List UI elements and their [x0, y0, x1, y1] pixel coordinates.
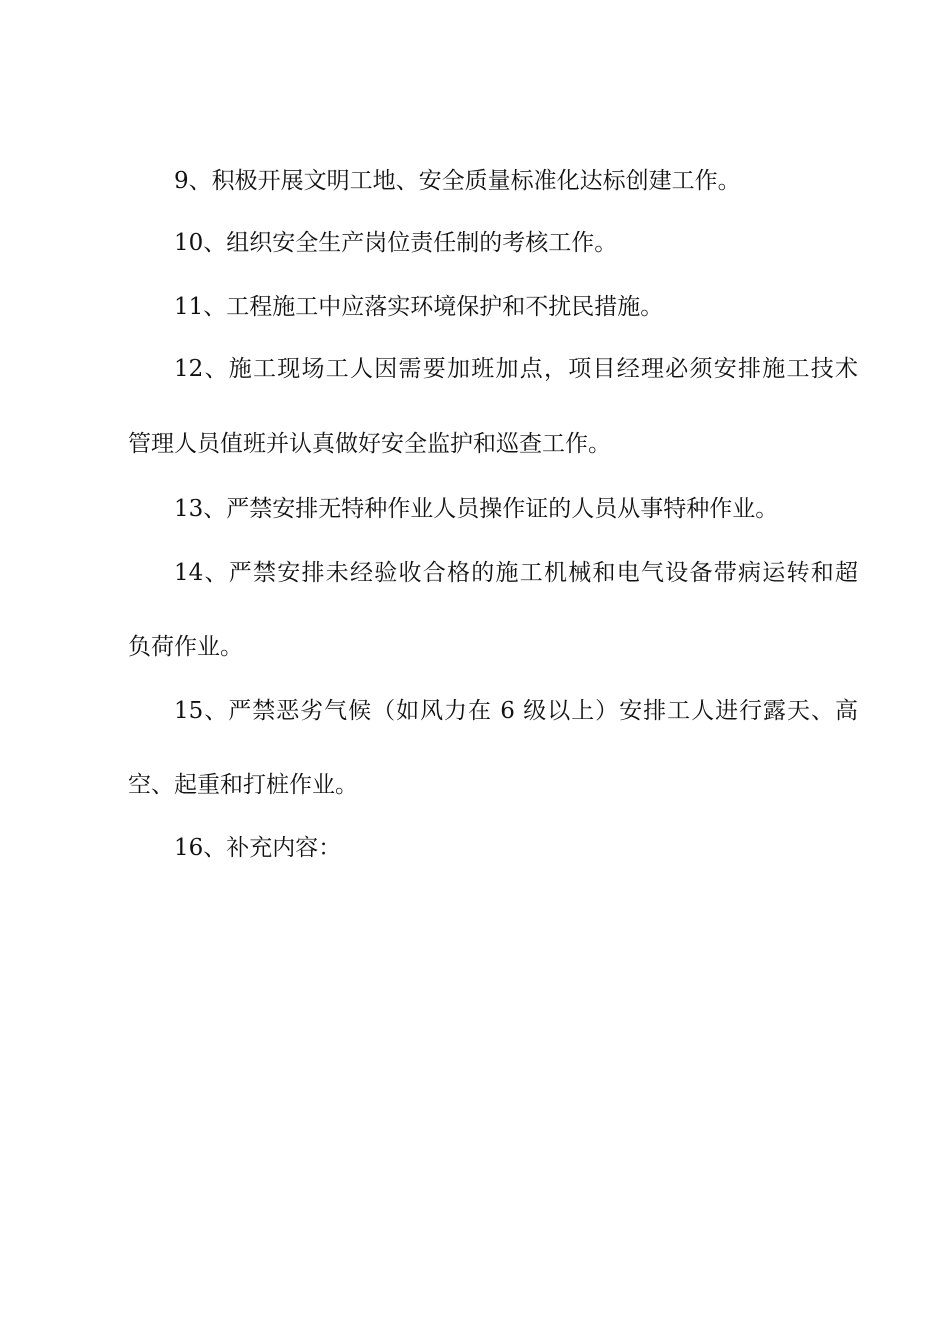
clause-16: 16、补充内容： [174, 835, 342, 861]
clause-14-continuation: 负荷作业。 [128, 634, 243, 660]
clause-9: 9、积极开展文明工地、安全质量标准化达标创建工作。 [174, 168, 741, 194]
clause-15-continuation: 空、起重和打桩作业。 [128, 772, 358, 798]
clause-12-continuation: 管理人员值班并认真做好安全监护和巡查工作。 [128, 431, 611, 457]
clause-14: 14、严禁安排未经验收合格的施工机械和电气设备带病运转和超 [174, 560, 858, 586]
clause-12: 12、施工现场工人因需要加班加点，项目经理必须安排施工技术 [174, 356, 858, 382]
clause-15: 15、严禁恶劣气候（如风力在 6 级以上）安排工人进行露天、高 [174, 698, 858, 724]
clause-11: 11、工程施工中应落实环境保护和不扰民措施。 [174, 294, 664, 320]
clause-13: 13、严禁安排无特种作业人员操作证的人员从事特种作业。 [174, 496, 779, 522]
clause-10: 10、组织安全生产岗位责任制的考核工作。 [174, 230, 618, 256]
